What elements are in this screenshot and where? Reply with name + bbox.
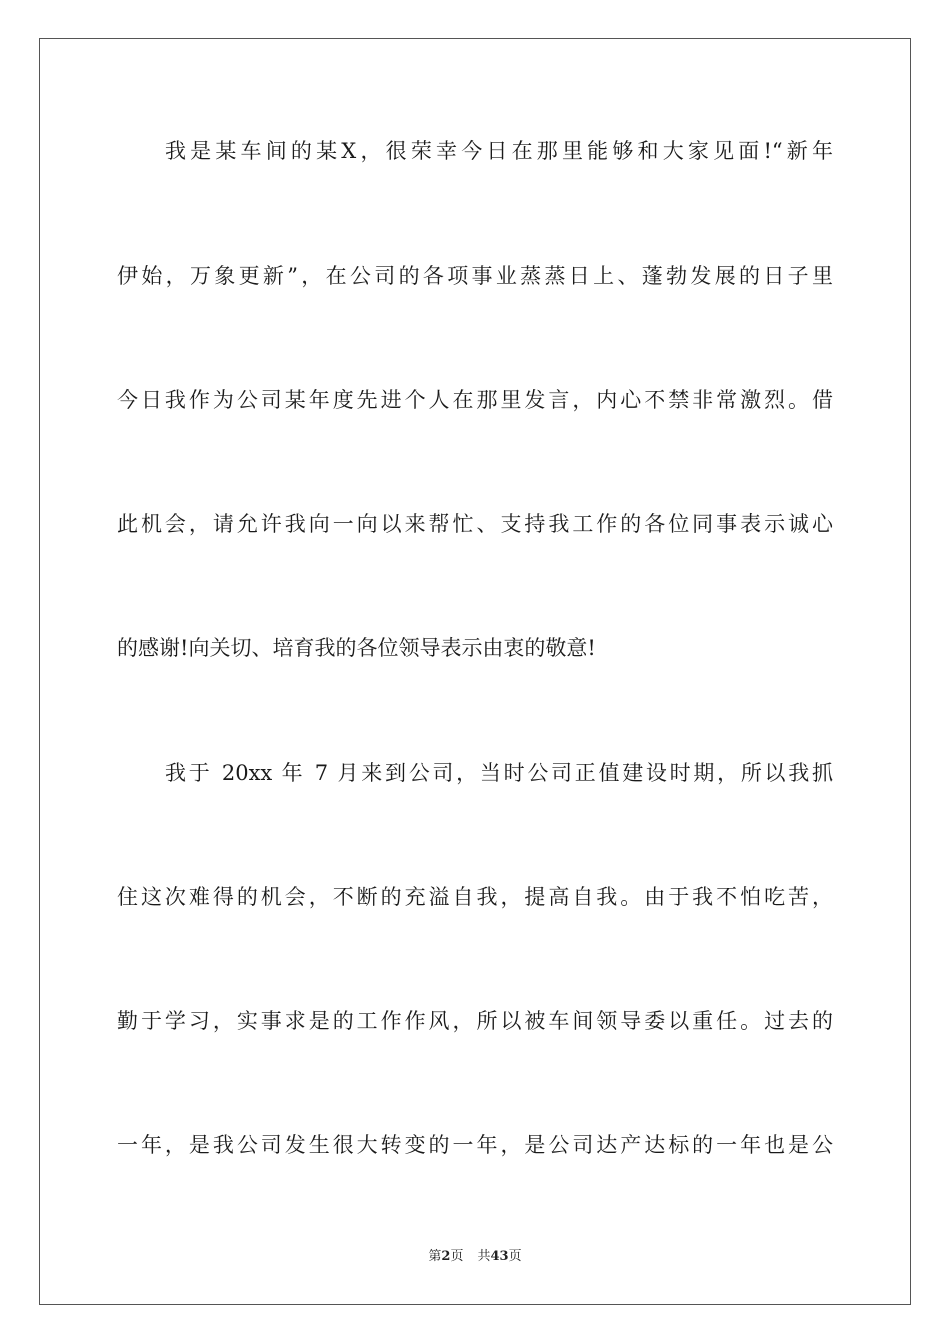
total-prefix: 共 xyxy=(477,1249,491,1264)
paragraph-2-line-4: 一年，是我公司发生很大转变的一年，是公司达产达标的一年也是公 xyxy=(117,1133,833,1157)
paragraph-1-line-2: 伊始，万象更新”，在公司的各项事业蒸蒸日上、蓬勃发展的日子里 xyxy=(117,264,833,288)
paragraph-1-line-5: 的感谢!向关切、培育我的各位领导表示由衷的敬意! xyxy=(117,636,596,660)
paragraph-1-line-3: 今日我作为公司某年度先进个人在那里发言，内心不禁非常激烈。借 xyxy=(117,388,833,412)
page-prefix: 第 xyxy=(428,1249,442,1264)
paragraph-2-line-2: 住这次难得的机会，不断的充溢自我，提高自我。由于我不怕吃苦， xyxy=(117,885,833,909)
paragraph-2-line-3: 勤于学习，实事求是的工作作风，所以被车间领导委以重任。过去的 xyxy=(117,1009,833,1033)
paragraph-2-line-1: 我于 20xx 年 7 月来到公司，当时公司正值建设时期，所以我抓 xyxy=(165,761,833,785)
page-border xyxy=(39,38,911,1305)
total-suffix: 页 xyxy=(508,1249,522,1264)
paragraph-1-line-1: 我是某车间的某X，很荣幸今日在那里能够和大家见面!“新年 xyxy=(165,139,833,163)
page-footer xyxy=(0,1248,950,1266)
page-current: 2 xyxy=(441,1249,451,1264)
paragraph-1-line-4: 此机会，请允许我向一向以来帮忙、支持我工作的各位同事表示诚心 xyxy=(117,512,833,536)
page-total: 43 xyxy=(490,1249,509,1264)
page-suffix: 页 xyxy=(450,1249,464,1264)
